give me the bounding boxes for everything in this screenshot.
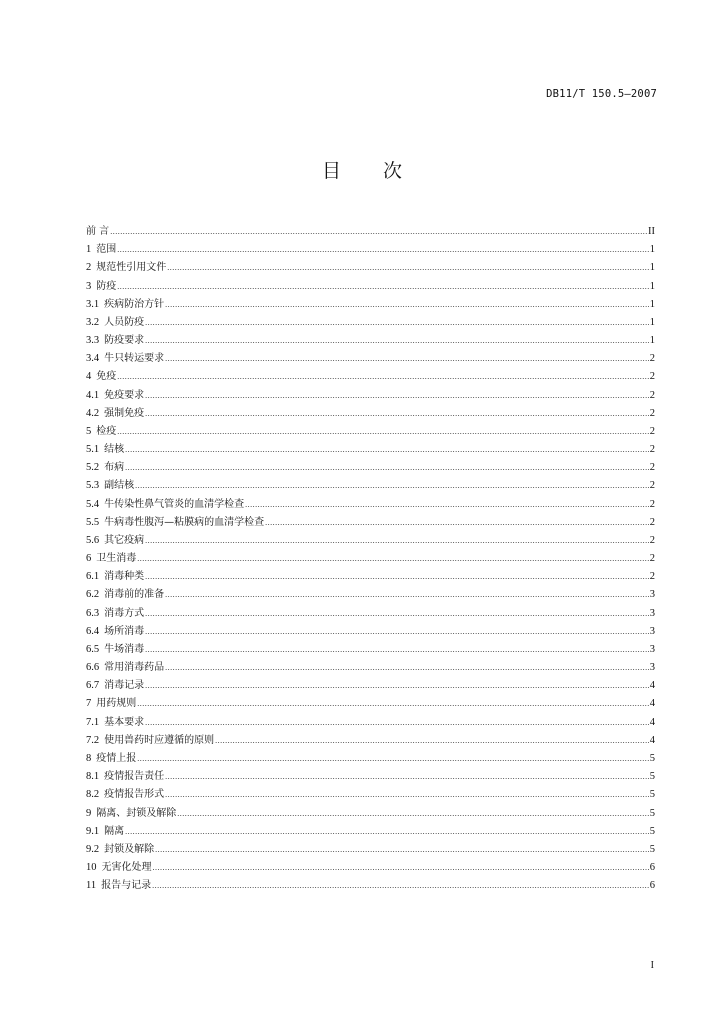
toc-dot-leader (137, 699, 649, 708)
toc-entry[interactable] (86, 549, 655, 567)
toc-entry-page: 2 (649, 407, 655, 419)
toc-entry-title: 副结核 (104, 480, 135, 492)
toc-dot-leader (145, 718, 649, 727)
toc-entry-number: 5 (86, 425, 92, 437)
toc-entry-title: 人员防疫 (104, 316, 145, 328)
toc-entry-number: 6 (86, 553, 92, 565)
toc-dot-leader (117, 372, 649, 381)
toc-entry-number: 5.3 (86, 480, 100, 492)
toc-entry-title: 强制免疫 (104, 407, 145, 419)
toc-entry-title: 免疫 (96, 371, 117, 383)
toc-entry-number: 6.4 (86, 625, 100, 637)
toc-dot-leader (125, 445, 649, 454)
toc-entry-number: 5.4 (86, 498, 100, 510)
toc-entry[interactable] (86, 222, 655, 240)
toc-entry-title: 范围 (96, 244, 117, 256)
toc-entry-page: 2 (649, 480, 655, 492)
toc-entry-number: 4.1 (86, 389, 100, 401)
toc-dot-leader (145, 572, 649, 581)
toc-entry-title: 免疫要求 (104, 389, 145, 401)
toc-entry-number: 6.1 (86, 571, 100, 583)
table-of-contents (86, 222, 655, 894)
toc-entry-page: 1 (649, 298, 655, 310)
toc-dot-leader (145, 391, 649, 400)
toc-entry-page: 3 (649, 625, 655, 637)
toc-entry-page: 5 (649, 825, 655, 837)
toc-entry-title: 封锁及解除 (104, 843, 155, 855)
toc-entry-page: II (648, 226, 655, 237)
toc-entry-number: 9.1 (86, 825, 100, 837)
toc-entry-title: 防疫 (96, 280, 117, 292)
toc-entry[interactable] (86, 622, 655, 640)
toc-dot-leader (145, 681, 649, 690)
toc-entry-page: 6 (649, 862, 655, 874)
toc-dot-leader (145, 627, 649, 636)
toc-entry[interactable] (86, 785, 655, 803)
toc-entry-title: 疫情上报 (96, 752, 137, 764)
toc-dot-leader (165, 772, 649, 781)
toc-entry-page: 5 (649, 752, 655, 764)
toc-entry[interactable] (86, 604, 655, 622)
toc-entry-number: 5.6 (86, 534, 100, 546)
toc-entry-title: 卫生消毒 (96, 553, 137, 565)
toc-entry-title: 消毒前的准备 (104, 589, 165, 601)
toc-entry-page: 3 (649, 662, 655, 674)
toc-entry[interactable] (86, 349, 655, 367)
toc-entry[interactable] (86, 585, 655, 603)
toc-dot-leader (125, 827, 649, 836)
toc-entry[interactable] (86, 476, 655, 494)
toc-entry-title: 常用消毒药品 (104, 662, 165, 674)
toc-dot-leader (145, 318, 649, 327)
toc-dot-leader (165, 663, 649, 672)
toc-entry[interactable] (86, 422, 655, 440)
toc-entry-page: 3 (649, 643, 655, 655)
toc-entry-page: 1 (649, 335, 655, 347)
toc-entry[interactable] (86, 531, 655, 549)
toc-entry-page: 5 (649, 843, 655, 855)
toc-dot-leader (165, 790, 649, 799)
toc-entry-page: 2 (649, 571, 655, 583)
toc-entry-title: 疾病防治方针 (104, 298, 165, 310)
toc-entry-page: 2 (649, 498, 655, 510)
toc-entry-page: 2 (649, 353, 655, 365)
toc-entry[interactable] (86, 567, 655, 585)
toc-entry[interactable] (86, 313, 655, 331)
toc-dot-leader (165, 354, 649, 363)
toc-entry-title: 检疫 (96, 425, 117, 437)
toc-entry[interactable] (86, 367, 655, 385)
toc-entry[interactable] (86, 295, 655, 313)
toc-entry-title: 场所消毒 (104, 625, 145, 637)
toc-dot-leader (110, 227, 647, 236)
toc-entry-number: 10 (86, 862, 97, 874)
toc-entry[interactable] (86, 694, 655, 712)
toc-entry-title: 隔离、封锁及解除 (96, 807, 177, 819)
toc-entry[interactable] (86, 658, 655, 676)
toc-entry-page: 4 (649, 734, 655, 746)
toc-dot-leader (135, 481, 649, 490)
toc-entry-number: 6.7 (86, 680, 100, 692)
toc-entry[interactable] (86, 240, 655, 258)
toc-entry-number: 3.3 (86, 335, 100, 347)
toc-entry-number: 6.5 (86, 643, 100, 655)
toc-entry-number: 8.2 (86, 789, 100, 801)
toc-entry-title: 结核 (104, 444, 125, 456)
toc-entry-title: 牛病毒性腹泻—粘膜病的血清学检查 (104, 516, 265, 528)
toc-entry-page: 2 (649, 371, 655, 383)
toc-entry-title: 牛场消毒 (104, 643, 145, 655)
toc-entry-number: 8 (86, 752, 92, 764)
toc-entry-page: 2 (649, 425, 655, 437)
toc-entry-title: 防疫要求 (104, 335, 145, 347)
toc-entry-number: 5.5 (86, 516, 100, 528)
document-code: DB11/T 150.5—2007 (546, 88, 657, 100)
toc-dot-leader (145, 336, 649, 345)
toc-dot-leader (145, 645, 649, 654)
toc-dot-leader (177, 809, 649, 818)
toc-entry-title: 疫情报告责任 (104, 771, 165, 783)
toc-entry-page: 2 (649, 553, 655, 565)
toc-entry-number: 6.6 (86, 662, 100, 674)
toc-entry-title: 消毒方式 (104, 607, 145, 619)
toc-entry-number: 5.2 (86, 462, 100, 474)
toc-entry-page: 2 (649, 462, 655, 474)
toc-dot-leader (152, 881, 649, 890)
toc-dot-leader (117, 427, 649, 436)
toc-entry-number: 6.2 (86, 589, 100, 601)
toc-dot-leader (245, 500, 649, 509)
toc-entry-title: 使用兽药时应遵循的原则 (104, 734, 215, 746)
toc-entry-title: 消毒种类 (104, 571, 145, 583)
toc-dot-leader (145, 609, 649, 618)
toc-entry-number: 4.2 (86, 407, 100, 419)
toc-entry-number: 4 (86, 371, 92, 383)
toc-entry-page: 3 (649, 607, 655, 619)
toc-entry-title: 布病 (104, 462, 125, 474)
toc-entry[interactable] (86, 676, 655, 694)
toc-entry-number: 2 (86, 262, 92, 274)
toc-entry[interactable] (86, 440, 655, 458)
toc-entry[interactable] (86, 640, 655, 658)
toc-entry-page: 2 (649, 444, 655, 456)
toc-dot-leader (153, 863, 649, 872)
toc-entry-page: 1 (649, 316, 655, 328)
toc-entry[interactable] (86, 840, 655, 858)
toc-dot-leader (117, 282, 649, 291)
toc-entry-page: 2 (649, 534, 655, 546)
toc-entry-title: 疫情报告形式 (104, 789, 165, 801)
toc-dot-leader (125, 463, 649, 472)
toc-entry-number: 9 (86, 807, 92, 819)
toc-entry-page: 4 (649, 698, 655, 710)
toc-entry[interactable] (86, 386, 655, 404)
toc-title: 目 次 (321, 160, 421, 182)
toc-dot-leader (117, 245, 649, 254)
toc-entry-number: 5.1 (86, 444, 100, 456)
toc-entry[interactable] (86, 876, 655, 894)
toc-entry-title: 规范性引用文件 (96, 262, 167, 274)
toc-dot-leader (145, 409, 649, 418)
toc-entry-page: 5 (649, 789, 655, 801)
toc-entry-number: 7 (86, 698, 92, 710)
toc-dot-leader (145, 536, 649, 545)
toc-entry-title: 前 言 (86, 226, 110, 237)
toc-dot-leader (265, 518, 649, 527)
toc-entry-page: 2 (649, 389, 655, 401)
toc-entry[interactable] (86, 858, 655, 876)
toc-entry-title: 牛传染性鼻气管炎的血清学检查 (104, 498, 245, 510)
toc-dot-leader (167, 263, 649, 272)
toc-entry-number: 7.2 (86, 734, 100, 746)
toc-entry[interactable] (86, 404, 655, 422)
toc-entry[interactable] (86, 804, 655, 822)
toc-entry-page: 4 (649, 680, 655, 692)
toc-entry-title: 基本要求 (104, 716, 145, 728)
page-number: I (650, 960, 654, 971)
toc-entry-number: 3.1 (86, 298, 100, 310)
toc-entry-number: 3.4 (86, 353, 100, 365)
toc-entry[interactable] (86, 767, 655, 785)
toc-entry[interactable] (86, 749, 655, 767)
toc-entry[interactable] (86, 731, 655, 749)
toc-entry-page: 5 (649, 807, 655, 819)
toc-entry[interactable] (86, 277, 655, 295)
toc-entry-page: 2 (649, 516, 655, 528)
toc-entry-number: 7.1 (86, 716, 100, 728)
toc-entry-number: 9.2 (86, 843, 100, 855)
toc-dot-leader (165, 590, 649, 599)
toc-entry[interactable] (86, 258, 655, 276)
toc-entry[interactable] (86, 822, 655, 840)
toc-entry[interactable] (86, 495, 655, 513)
toc-entry-number: 11 (86, 880, 97, 892)
toc-entry-page: 4 (649, 716, 655, 728)
toc-entry-number: 8.1 (86, 771, 100, 783)
toc-entry[interactable] (86, 513, 655, 531)
toc-entry[interactable] (86, 713, 655, 731)
toc-entry-page: 1 (649, 280, 655, 292)
toc-entry[interactable] (86, 331, 655, 349)
toc-entry-title: 消毒记录 (104, 680, 145, 692)
toc-dot-leader (165, 300, 649, 309)
toc-dot-leader (137, 554, 649, 563)
toc-entry-number: 1 (86, 244, 92, 256)
toc-entry[interactable] (86, 458, 655, 476)
toc-entry-page: 1 (649, 262, 655, 274)
toc-entry-number: 3.2 (86, 316, 100, 328)
toc-entry-page: 5 (649, 771, 655, 783)
toc-entry-title: 用药规则 (96, 698, 137, 710)
toc-entry-page: 3 (649, 589, 655, 601)
toc-entry-title: 牛只转运要求 (104, 353, 165, 365)
toc-dot-leader (155, 845, 649, 854)
toc-dot-leader (215, 736, 649, 745)
toc-entry-page: 6 (649, 880, 655, 892)
toc-entry-page: 1 (649, 244, 655, 256)
toc-entry-title: 报告与记录 (101, 880, 152, 892)
toc-entry-title: 隔离 (104, 825, 125, 837)
toc-dot-leader (137, 754, 649, 763)
toc-entry-number: 6.3 (86, 607, 100, 619)
toc-entry-title: 无害化处理 (101, 862, 152, 874)
toc-entry-title: 其它疫病 (104, 534, 145, 546)
toc-entry-number: 3 (86, 280, 92, 292)
